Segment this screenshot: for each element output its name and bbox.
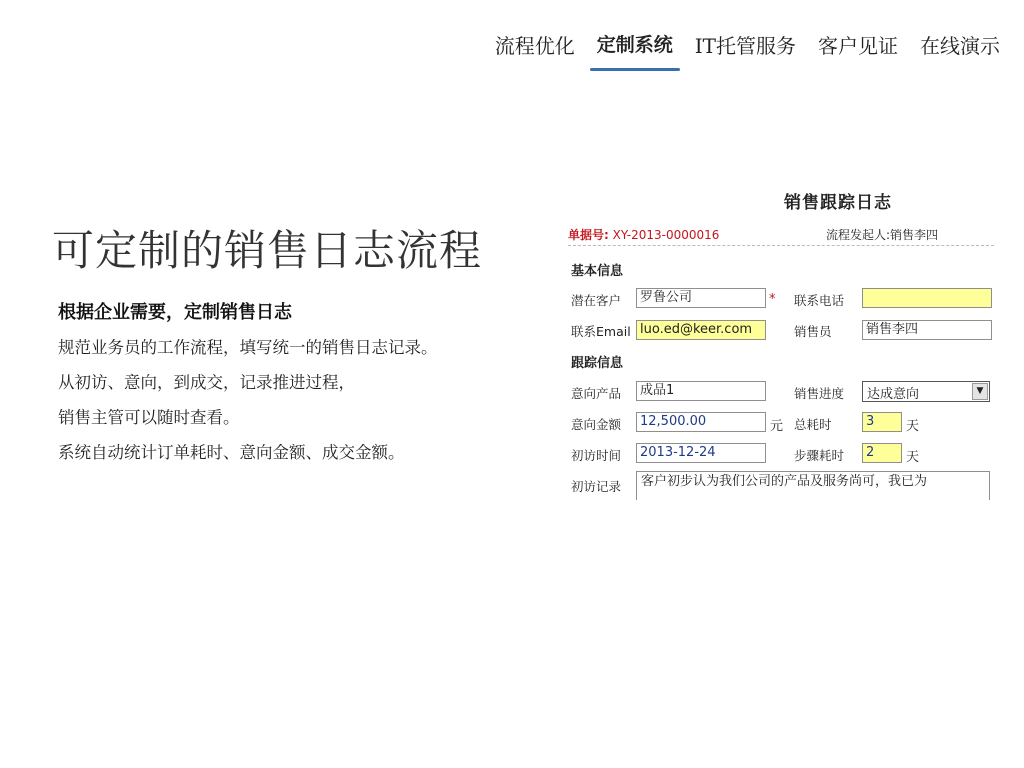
visit-record-label: 初访记录 (571, 479, 622, 494)
body-line: 系统自动统计订单耗时、意向金额、成交金额。 (58, 443, 405, 462)
email-field[interactable]: luo.ed@keer.com (636, 320, 766, 340)
doc-number (568, 226, 719, 243)
sales-log-form (568, 180, 998, 500)
amount-unit: 元 (770, 419, 784, 434)
doc-number-label: 单据号: (568, 228, 609, 242)
dropdown-arrow-icon[interactable]: ▼ (972, 383, 988, 400)
total-time-label: 总耗时 (794, 417, 832, 432)
doc-number-value: XY-2013-0000016 (612, 228, 720, 242)
amount-field[interactable]: 12,500.00 (636, 412, 766, 432)
email-label: 联系Email (571, 324, 631, 339)
top-nav (473, 30, 1000, 59)
visit-date-field[interactable]: 2013-12-24 (636, 443, 766, 463)
nav-item-process-optimization[interactable]: 流程优化 (494, 34, 575, 58)
total-time-field[interactable]: 3 (862, 412, 902, 432)
phone-label: 联系电话 (794, 293, 845, 308)
nav-item-it-hosting[interactable]: IT托管服务 (694, 34, 796, 58)
visit-record-textarea[interactable]: 客户初步认为我们公司的产品及服务尚可，我已为 (636, 471, 990, 500)
section-basic-info: 基本信息 (571, 264, 624, 279)
active-nav-underline (590, 68, 680, 71)
step-time-field[interactable]: 2 (862, 443, 902, 463)
customer-label: 潜在客户 (571, 293, 622, 308)
slide-body (58, 337, 438, 477)
total-time-unit: 天 (906, 419, 920, 434)
product-field[interactable]: 成品1 (636, 381, 766, 401)
progress-label: 销售进度 (794, 386, 845, 401)
body-line: 销售主管可以随时查看。 (58, 408, 240, 427)
body-line: 规范业务员的工作流程，填写统一的销售日志记录。 (58, 338, 438, 357)
product-label: 意向产品 (571, 386, 622, 401)
progress-select-value: 达成意向 (867, 387, 920, 402)
step-time-label: 步骤耗时 (794, 448, 845, 463)
step-time-unit: 天 (906, 450, 920, 465)
initiator: 流程发起人:销售李四 (826, 228, 939, 242)
customer-field[interactable]: 罗鲁公司 (636, 288, 766, 308)
slide-subtitle: 根据企业需要，定制销售日志 (58, 302, 292, 323)
dashed-divider (568, 245, 994, 246)
required-mark: * (769, 292, 776, 307)
nav-item-custom-system-label: 定制系统 (596, 34, 673, 56)
body-line: 从初访、意向，到成交，记录推进过程， (58, 373, 355, 392)
progress-select[interactable] (862, 381, 990, 402)
amount-label: 意向金额 (571, 417, 622, 432)
phone-field[interactable] (862, 288, 992, 308)
slide-title: 可定制的销售日志流程 (52, 226, 483, 275)
nav-item-online-demo[interactable]: 在线演示 (920, 34, 1000, 58)
form-title: 销售跟踪日志 (784, 193, 892, 213)
salesperson-field[interactable]: 销售李四 (862, 320, 992, 340)
nav-item-customer-testimonials[interactable]: 客户见证 (818, 34, 898, 58)
salesperson-label: 销售员 (794, 324, 832, 339)
visit-date-label: 初访时间 (571, 448, 622, 463)
section-tracking-info: 跟踪信息 (571, 356, 624, 371)
nav-item-custom-system[interactable] (597, 30, 673, 59)
